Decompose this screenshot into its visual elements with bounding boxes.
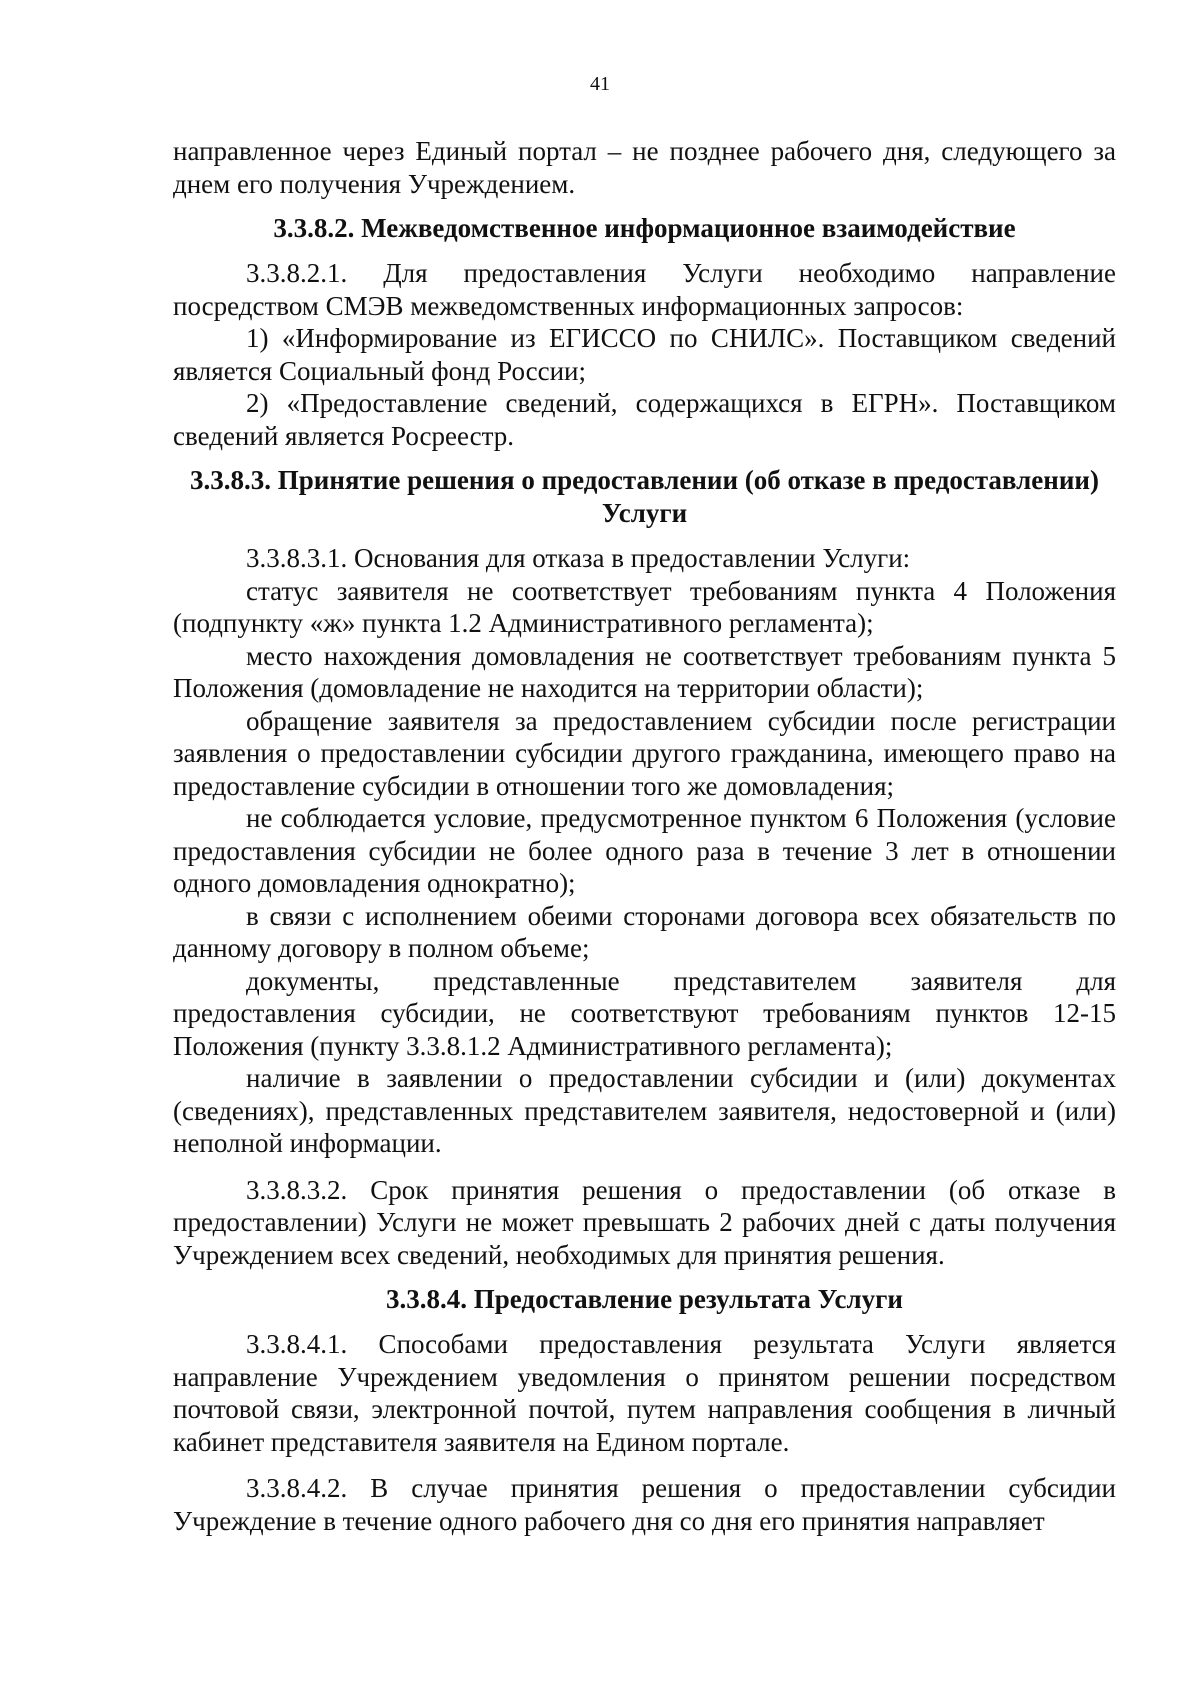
- list-item: в связи с исполнением обеими сторонами договора всех обязательств по данному договору в полном объеме;: [173, 900, 1116, 963]
- paragraph: 3.3.8.3.1. Основания для отказа в предоставлении Услуги:: [246, 543, 911, 573]
- paragraph: направленное через Единый портал – не позднее рабочего дня, следующего за днем его получения Учреждением.: [173, 136, 1116, 199]
- paragraph: 3.3.8.2.1. Для предоставления Услуги необходимо направление посредством СМЭВ межведомственных информационных запросов:: [173, 258, 1116, 321]
- list-item: наличие в заявлении о предоставлении субсидии и (или) документах (сведениях), представленных представителем заявителя, недостоверной и (или) неполной информации.: [173, 1063, 1116, 1158]
- document-body: [173, 135, 1116, 1537]
- section-heading: 3.3.8.4. Предоставление результата Услуги: [386, 1284, 903, 1314]
- section-heading: 3.3.8.2. Межведомственное информационное взаимодействие: [273, 213, 1016, 243]
- paragraph: 3.3.8.3.2. Срок принятия решения о предоставлении (об отказе в предоставлении) Услуги не может превышать 2 рабочих дней с даты получения Учреждением всех сведений, необходимых для принятия решения.: [173, 1174, 1116, 1270]
- list-item: не соблюдается условие, предусмотренное пунктом 6 Положения (условие предоставления субсидии не более одного раза в течение 3 лет в отношении одного домовладения однократно);: [173, 803, 1116, 898]
- paragraph: 3.3.8.4.1. Способами предоставления результата Услуги является направление Учреждением уведомления о принятом решении посредством почтовой связи, электронной почтой, путем направления сообщения в личный кабинет представителя заявителя на Едином портале.: [173, 1329, 1116, 1457]
- list-item: 1) «Информирование из ЕГИССО по СНИЛС». Поставщиком сведений является Социальный фонд России;: [173, 323, 1116, 386]
- list-item: документы, представленные представителем заявителя для предоставления субсидии, не соответствуют требованиям пунктов 12-15 Положения (пункту 3.3.8.1.2 Административного регламента);: [173, 965, 1116, 1061]
- page-number: 41: [590, 73, 610, 95]
- section-heading: 3.3.8.3. Принятие решения о предоставлении (об отказе в предоставлении) Услуги: [190, 465, 1099, 528]
- list-item: статус заявителя не соответствует требованиям пункта 4 Положения (подпункту «ж» пункта 1.2 Административного регламента);: [173, 575, 1116, 638]
- paragraph: 3.3.8.4.2. В случае принятия решения о предоставлении субсидии Учреждение в течение одного рабочего дня со дня его принятия направляет: [173, 1473, 1116, 1536]
- list-item: обращение заявителя за предоставлением субсидии после регистрации заявления о предоставлении субсидии другого гражданина, имеющего право на предоставление субсидии в отношении того же домовладения;: [173, 705, 1116, 801]
- list-item: место нахождения домовладения не соответствует требованиям пункта 5 Положения (домовладение не находится на территории области);: [173, 640, 1116, 703]
- list-item: 2) «Предоставление сведений, содержащихся в ЕГРН». Поставщиком сведений является Росреестр.: [173, 388, 1116, 451]
